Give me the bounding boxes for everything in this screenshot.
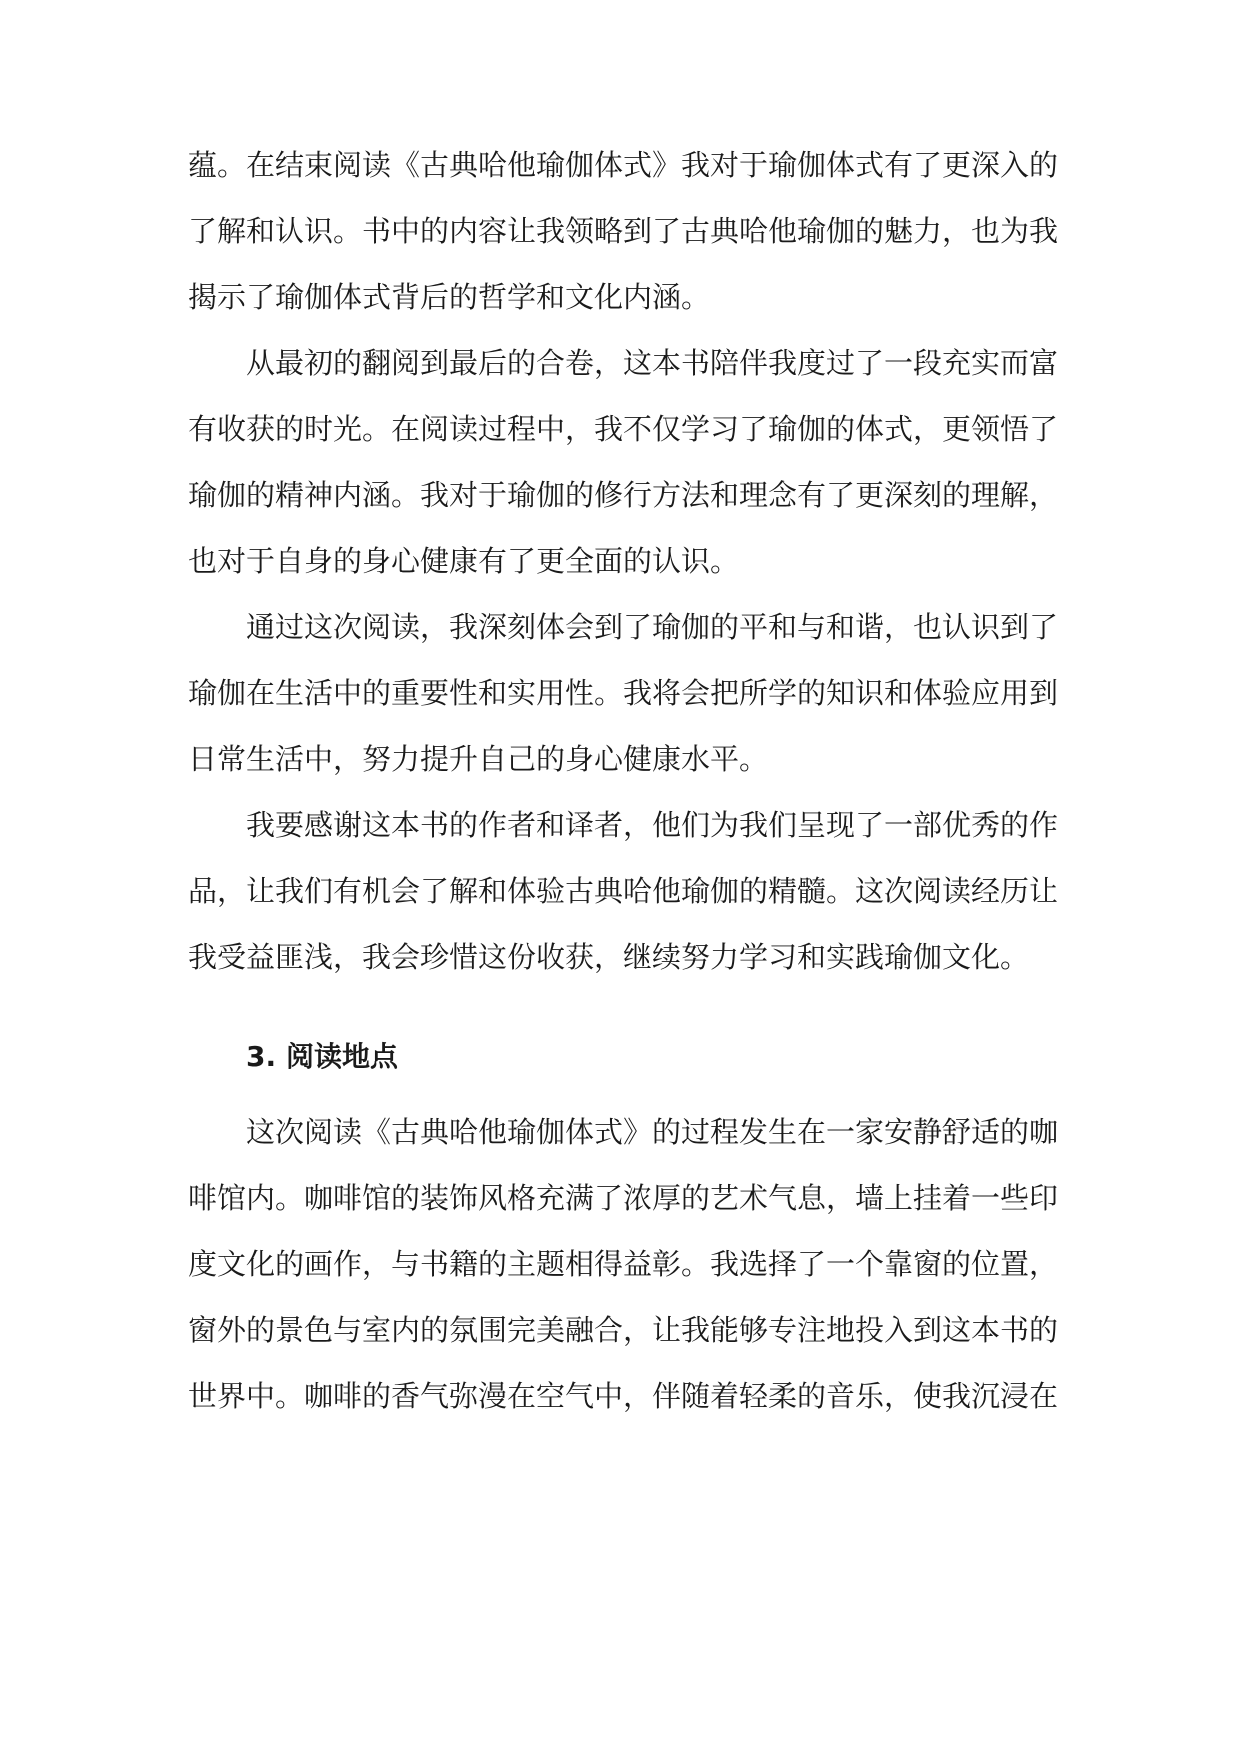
text-line: 瑜伽在生活中的重要性和实用性。我将会把所学的知识和体验应用到 [188,676,1059,710]
text-line: 世界中。咖啡的香气弥漫在空气中，伴随着轻柔的音乐，使我沉浸在 [188,1379,1059,1413]
text-line: 也对于自身的身心健康有了更全面的认识。 [188,544,740,578]
text-line: 有收获的时光。在阅读过程中，我不仅学习了瑜伽的体式，更领悟了 [188,412,1059,446]
text-line: 揭示了瑜伽体式背后的哲学和文化内涵。 [188,280,711,314]
text-line: 品，让我们有机会了解和体验古典哈他瑜伽的精髓。这次阅读经历让 [188,874,1059,908]
text-line: 我受益匪浅，我会珍惜这份收获，继续努力学习和实践瑜伽文化。 [188,940,1030,974]
section-number: 3. [246,1040,277,1073]
text-line: 这次阅读《古典哈他瑜伽体式》的过程发生在一家安静舒适的咖 [246,1115,1059,1149]
text-line: 日常生活中，努力提升自己的身心健康水平。 [188,742,769,776]
text-line: 度文化的画作，与书籍的主题相得益彰。我选择了一个靠窗的位置， [188,1247,1059,1281]
text-line: 窗外的景色与室内的氛围完美融合，让我能够专注地投入到这本书的 [188,1313,1059,1347]
section-title: 阅读地点 [286,1040,399,1073]
text-line: 我要感谢这本书的作者和译者，他们为我们呈现了一部优秀的作 [246,808,1059,842]
text-line: 啡馆内。咖啡馆的装饰风格充满了浓厚的艺术气息，墙上挂着一些印 [188,1181,1059,1215]
text-line: 从最初的翻阅到最后的合卷，这本书陪伴我度过了一段充实而富 [246,346,1059,380]
text-line: 蕴。在结束阅读《古典哈他瑜伽体式》我对于瑜伽体式有了更深入的 [188,148,1059,182]
section-heading [246,1037,398,1077]
text-line: 了解和认识。书中的内容让我领略到了古典哈他瑜伽的魅力，也为我 [188,214,1059,248]
text-line: 通过这次阅读，我深刻体会到了瑜伽的平和与和谐，也认识到了 [246,610,1059,644]
text-line: 瑜伽的精神内涵。我对于瑜伽的修行方法和理念有了更深刻的理解， [188,478,1059,512]
